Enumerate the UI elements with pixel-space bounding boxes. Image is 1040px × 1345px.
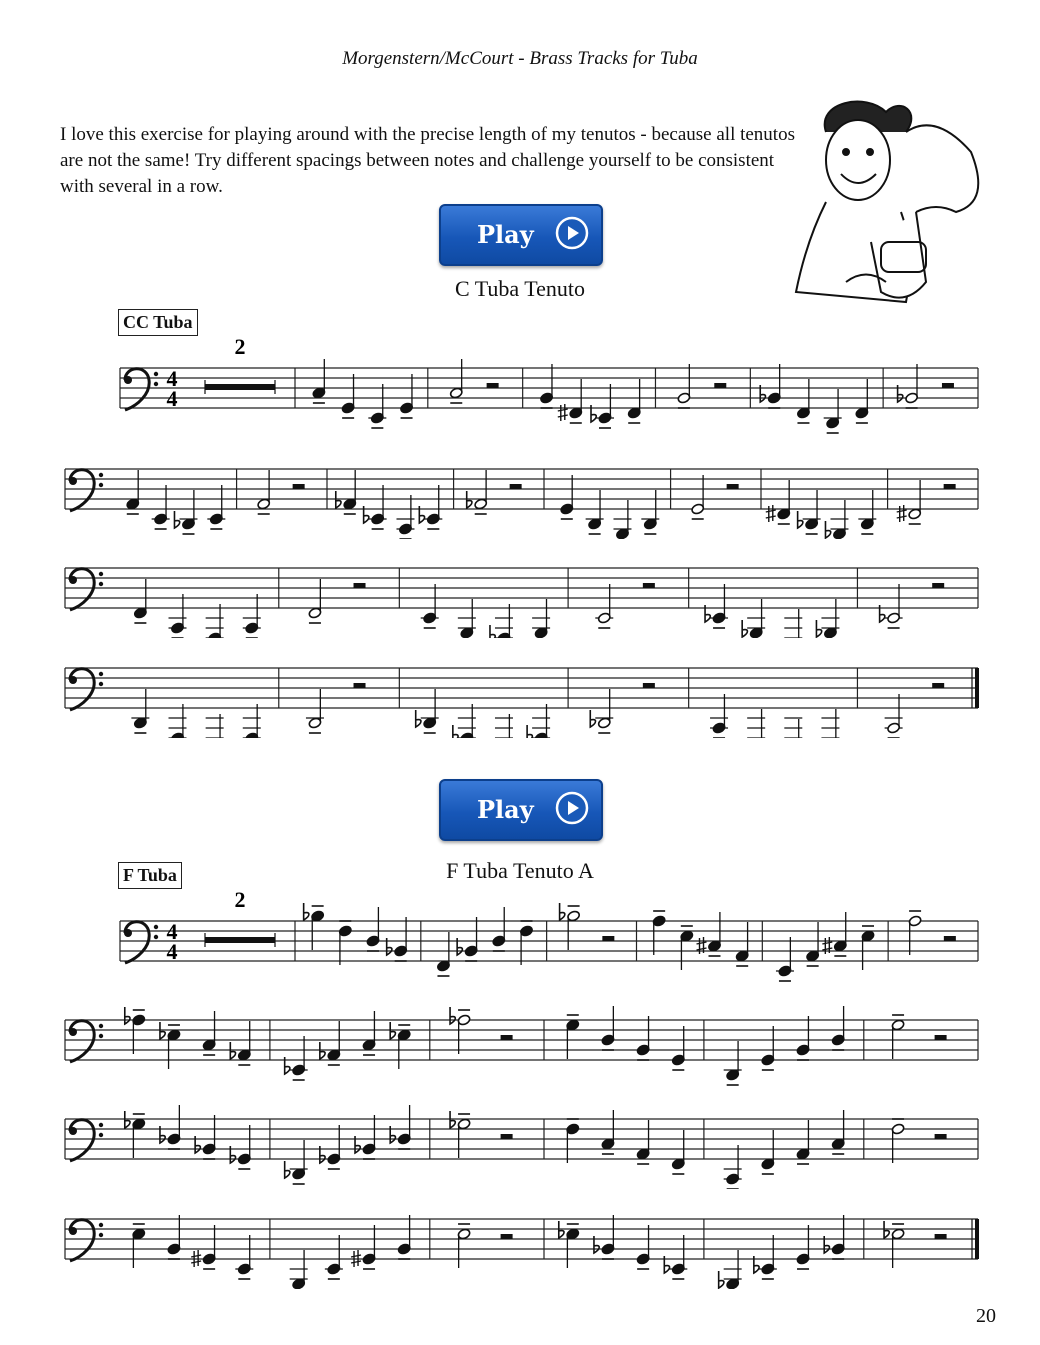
quarter-note — [492, 907, 506, 951]
quarter-note — [831, 1006, 845, 1050]
half-rest — [944, 484, 956, 489]
half-rest — [944, 936, 956, 941]
quarter-note — [735, 922, 749, 966]
half-rest — [643, 583, 655, 588]
quarter-note — [560, 475, 574, 519]
half-rest — [293, 484, 305, 489]
half-note — [595, 584, 613, 628]
half-note — [560, 903, 581, 950]
half-note — [677, 364, 691, 408]
quarter-note — [641, 490, 659, 534]
half-rest — [935, 1234, 947, 1239]
quarter-note — [636, 1120, 650, 1164]
quarter-note — [458, 599, 476, 638]
staff-system-1-1 — [0, 338, 1040, 438]
quarter-note — [202, 1011, 216, 1055]
quarter-note — [351, 1225, 376, 1269]
half-note — [450, 1111, 471, 1158]
quarter-note — [636, 1016, 650, 1060]
svg-text:4: 4 — [166, 919, 178, 944]
quarter-note — [710, 694, 728, 738]
quarter-note — [724, 1145, 742, 1189]
svg-text:4: 4 — [166, 366, 178, 391]
half-note — [891, 1119, 905, 1163]
quarter-note — [766, 480, 791, 524]
quarter-note — [742, 599, 765, 638]
quarter-note — [754, 1235, 777, 1279]
quarter-note — [125, 1111, 146, 1158]
quarter-note — [861, 926, 875, 970]
play-button-c-tuba[interactable]: Play — [439, 204, 603, 266]
quarter-note — [559, 1221, 580, 1268]
quarter-note — [126, 470, 140, 514]
staff-system-2-2 — [0, 990, 1040, 1090]
quarter-note — [195, 1115, 216, 1159]
bass-clef-icon — [69, 1220, 103, 1261]
quarter-note — [558, 379, 583, 423]
half-rest — [714, 383, 726, 388]
quarter-note — [761, 1026, 775, 1070]
quarter-note — [400, 374, 414, 418]
quarter-note — [457, 917, 478, 961]
quarter-note — [601, 1006, 615, 1050]
quarter-note — [797, 379, 811, 423]
quarter-note — [336, 470, 357, 514]
quarter-note — [207, 485, 225, 529]
quarter-note — [397, 1215, 411, 1259]
final-barline — [975, 668, 979, 708]
quarter-note — [652, 911, 666, 955]
time-signature — [167, 919, 178, 964]
final-barline — [975, 1219, 979, 1259]
quarter-note — [312, 359, 326, 403]
quarter-note — [719, 1250, 742, 1289]
quarter-note — [453, 704, 476, 738]
half-rest — [510, 484, 522, 489]
quarter-note — [169, 704, 187, 738]
quarter-note — [197, 714, 224, 738]
play-button-f-tuba[interactable]: Play — [439, 779, 603, 841]
quarter-note — [822, 912, 847, 956]
quarter-note — [776, 937, 794, 981]
staff-system-1-3 — [0, 538, 1040, 638]
quarter-note — [824, 1215, 845, 1259]
quarter-note — [671, 1130, 685, 1174]
quarter-note — [724, 1041, 742, 1085]
instrument-label-cc-tuba: CC Tuba — [118, 309, 198, 336]
quarter-note — [437, 932, 451, 976]
quarter-note — [796, 1016, 810, 1060]
quarter-note — [191, 1225, 216, 1269]
quarter-note — [613, 500, 631, 539]
quarter-note — [320, 1021, 341, 1065]
quarter-note — [680, 926, 694, 970]
half-note — [885, 694, 903, 738]
half-rest — [932, 583, 944, 588]
quarter-note — [490, 604, 513, 638]
quarter-note — [390, 1022, 411, 1069]
quarter-note — [520, 921, 534, 965]
quarter-note — [364, 485, 387, 529]
quarter-note — [160, 1105, 181, 1149]
half-rest — [354, 683, 366, 688]
bass-clef-icon — [124, 369, 158, 410]
quarter-note — [824, 389, 842, 433]
quarter-note — [627, 379, 641, 423]
half-rest — [501, 1134, 513, 1139]
quarter-note — [290, 1250, 308, 1289]
page-number: 20 — [976, 1305, 996, 1327]
quarter-note — [152, 485, 170, 529]
quarter-note — [366, 907, 380, 951]
quarter-note — [416, 689, 439, 733]
quarter-note — [796, 1120, 810, 1164]
half-note — [898, 364, 919, 408]
running-header: Morgenstern/McCourt - Brass Tracks for Tuba — [342, 48, 698, 69]
instrument-label-f-tuba: F Tuba — [118, 862, 182, 889]
play-circle-icon — [555, 216, 589, 250]
quarter-note — [167, 1215, 181, 1259]
half-note — [457, 1224, 471, 1268]
quarter-note — [235, 1235, 253, 1279]
quarter-note — [133, 579, 147, 623]
quarter-note — [671, 1026, 685, 1070]
multi-measure-rest — [205, 384, 275, 390]
bass-clef-icon — [124, 922, 158, 963]
half-rest — [935, 1134, 947, 1139]
half-note — [884, 1221, 905, 1268]
multirest-count: 2 — [234, 891, 246, 912]
half-rest — [354, 583, 366, 588]
bass-clef-icon — [69, 569, 103, 610]
half-rest — [942, 383, 954, 388]
quarter-note — [825, 500, 848, 539]
half-note — [467, 470, 488, 514]
quarter-note — [527, 704, 550, 738]
play-circle-icon — [555, 791, 589, 825]
quarter-note — [586, 490, 604, 534]
svg-text:4: 4 — [166, 939, 178, 964]
quarter-note — [419, 485, 442, 529]
half-note — [897, 480, 922, 524]
half-note — [306, 689, 324, 733]
quarter-note — [532, 599, 550, 638]
quarter-note — [821, 709, 839, 738]
time-signature — [167, 366, 178, 411]
quarter-note — [230, 1125, 251, 1169]
half-note — [308, 579, 322, 623]
half-note — [691, 475, 705, 519]
half-note — [257, 470, 271, 514]
half-rest — [727, 484, 739, 489]
half-rest — [935, 1035, 947, 1040]
quarter-note — [858, 490, 876, 534]
bass-clef-icon — [69, 1120, 103, 1161]
quarter-note — [285, 1140, 308, 1184]
staff-system-2-1 — [0, 891, 1040, 991]
intro-paragraph: I love this exercise for playing around with the precise length of my tenutos - because all tenutos are not the same! Try different spacings between notes and challenge yourself to be consistent with several in a row. — [60, 124, 795, 197]
multirest-count: 2 — [234, 338, 246, 359]
quarter-note — [421, 584, 439, 628]
quarter-note — [806, 922, 820, 966]
quarter-note — [174, 490, 197, 534]
quarter-note — [341, 374, 355, 418]
multi-measure-rest — [205, 937, 275, 943]
half-rest — [932, 683, 944, 688]
quarter-note — [355, 1115, 376, 1159]
half-note — [891, 1015, 905, 1059]
staff-system-2-3 — [0, 1089, 1040, 1189]
bass-clef-icon — [69, 669, 103, 710]
quarter-note — [601, 1110, 615, 1154]
quarter-note — [816, 599, 839, 638]
quarter-note — [664, 1235, 687, 1279]
svg-text:4: 4 — [166, 386, 178, 411]
half-rest — [501, 1035, 513, 1040]
bass-clef-icon — [69, 1021, 103, 1062]
quarter-note — [390, 1105, 411, 1149]
staff-system-1-2 — [0, 439, 1040, 539]
quarter-note — [304, 903, 325, 950]
quarter-note — [636, 1225, 650, 1269]
quarter-note — [855, 379, 869, 423]
quarter-note — [705, 584, 728, 628]
quarter-note — [396, 495, 414, 539]
half-rest — [501, 1234, 513, 1239]
quarter-note — [566, 1015, 580, 1059]
quarter-note — [285, 1036, 308, 1080]
quarter-note — [320, 1125, 341, 1169]
quarter-note — [230, 1021, 251, 1065]
quarter-note — [243, 704, 261, 738]
bass-clef-icon — [69, 470, 103, 511]
quarter-note — [368, 384, 386, 428]
staff-system-1-4 — [0, 638, 1040, 738]
quarter-note — [761, 1130, 775, 1174]
half-note — [449, 359, 463, 403]
quarter-note — [697, 912, 722, 956]
quarter-note — [169, 594, 187, 638]
quarter-note — [784, 609, 802, 638]
quarter-note — [132, 1224, 146, 1268]
quarter-note — [591, 384, 614, 428]
quarter-note — [566, 1119, 580, 1163]
quarter-note — [760, 364, 781, 408]
quarter-note — [831, 1110, 845, 1154]
quarter-note — [594, 1215, 615, 1259]
quarter-note — [243, 594, 261, 638]
half-rest — [487, 383, 499, 388]
quarter-note — [325, 1235, 343, 1279]
staff-system-2-4 — [0, 1189, 1040, 1289]
half-rest — [643, 683, 655, 688]
quarter-note — [796, 1225, 810, 1269]
exercise-title-c-tuba: C Tuba Tenuto — [454, 276, 586, 301]
half-rest — [602, 936, 614, 941]
exercise-title-f-tuba: F Tuba Tenuto A — [446, 858, 594, 883]
quarter-note — [131, 689, 149, 733]
half-note — [590, 689, 613, 733]
half-note — [880, 584, 903, 628]
quarter-note — [362, 1011, 376, 1055]
quarter-note — [540, 364, 554, 408]
quarter-note — [387, 917, 408, 961]
quarter-note — [798, 490, 821, 534]
quarter-note — [160, 1022, 181, 1069]
quarter-note — [784, 718, 802, 738]
quarter-note — [206, 604, 224, 638]
quarter-note — [495, 714, 513, 738]
half-note — [908, 911, 922, 955]
quarter-note — [747, 709, 765, 738]
quarter-note — [338, 921, 352, 965]
